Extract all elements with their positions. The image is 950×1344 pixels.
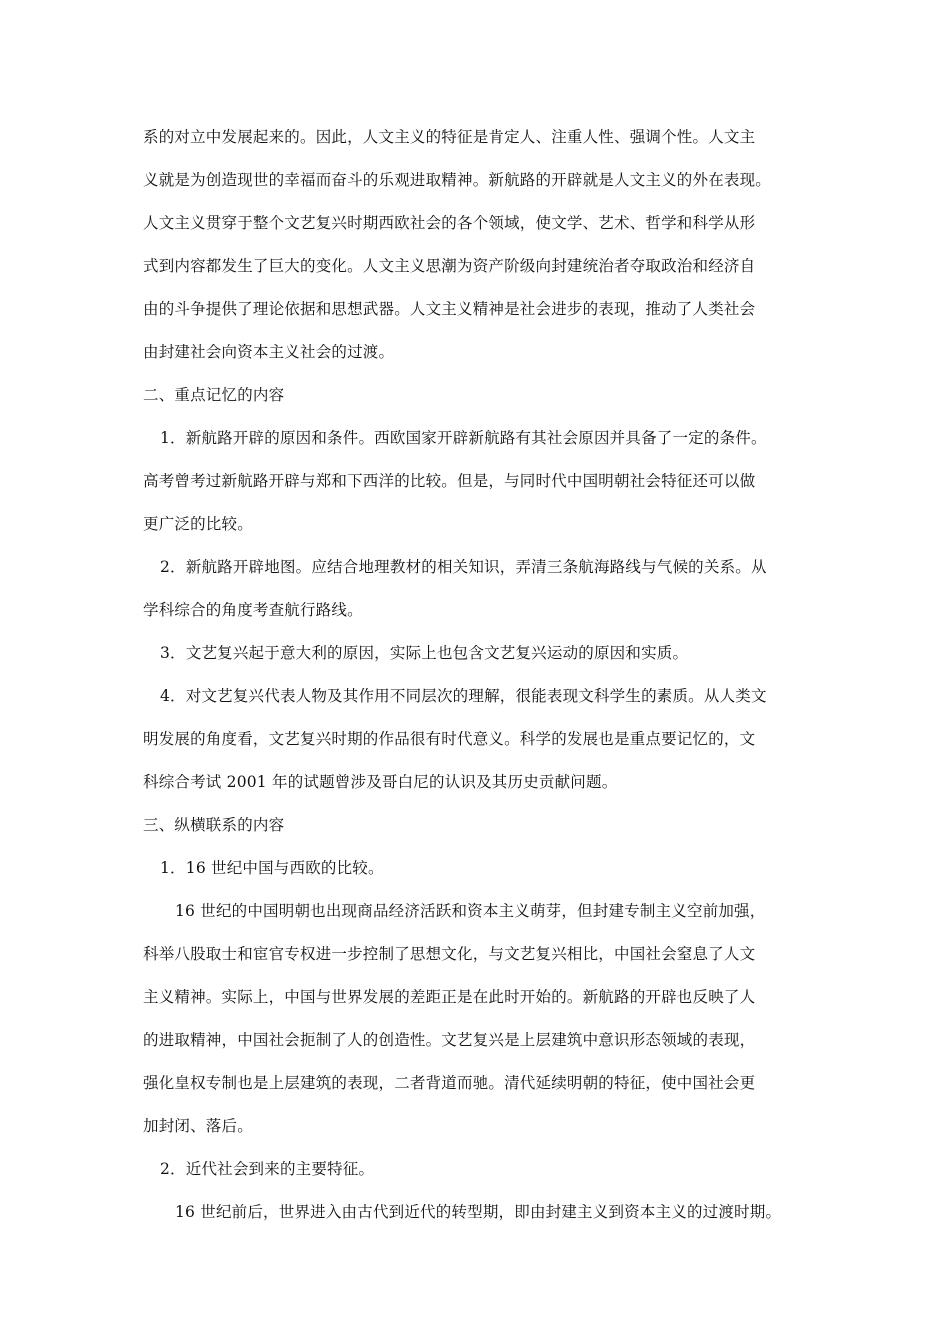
text-line: 更广泛的比较。 (143, 515, 253, 533)
text-line: 人文主义贯穿于整个文艺复兴时期西欧社会的各个领域，使文学、艺术、哲学和科学从形 (143, 214, 756, 232)
text-line: 科综合考试 2001 年的试题曾涉及哥白尼的认识及其历史贡献问题。 (143, 773, 618, 791)
list-item-line: 2．新航路开辟地图。应结合地理教材的相关知识，弄清三条航海路线与气候的关系。从 (160, 558, 767, 576)
text-line: 学科综合的角度考查航行路线。 (143, 601, 363, 619)
text-line: 由封建社会向资本主义社会的过渡。 (143, 343, 395, 361)
text-line: 明发展的角度看，文艺复兴时期的作品很有时代意义。科学的发展也是重点要记忆的，文 (143, 730, 756, 748)
text-line: 系的对立中发展起来的。因此，人文主义的特征是肯定人、注重人性、强调个性。人文主 (143, 128, 756, 146)
text-line: 强化皇权专制也是上层建筑的表现，二者背道而驰。清代延续明朝的特征，使中国社会更 (143, 1074, 756, 1092)
section-heading: 二、重点记忆的内容 (143, 386, 285, 404)
text-line: 义就是为创造现世的幸福而奋斗的乐观进取精神。新航路的开辟就是人文主义的外在表现。 (143, 171, 772, 189)
text-line: 的进取精神，中国社会扼制了人的创造性。文艺复兴是上层建筑中意识形态领域的表现， (143, 1031, 756, 1049)
list-item-line: 1．16 世纪中国与西欧的比较。 (160, 859, 384, 877)
paragraph-first-line: 16 世纪的中国明朝也出现商品经济活跃和资本主义萌芽，但封建专制主义空前加强， (175, 902, 766, 920)
text-line: 主义精神。实际上，中国与世界发展的差距正是在此时开始的。新航路的开辟也反映了人 (143, 988, 756, 1006)
text-line: 科举八股取士和宦官专权进一步控制了思想文化，与文艺复兴相比，中国社会窒息了人文 (143, 945, 756, 963)
paragraph-first-line: 16 世纪前后，世界进入由古代到近代的转型期，即由封建主义到资本主义的过渡时期。 (175, 1203, 782, 1221)
section-heading: 三、纵横联系的内容 (143, 816, 285, 834)
text-line: 式到内容都发生了巨大的变化。人文主义思潮为资产阶级向封建统治者夺取政治和经济自 (143, 257, 756, 275)
list-item-line: 2．近代社会到来的主要特征。 (160, 1160, 375, 1178)
text-line: 高考曾考过新航路开辟与郑和下西洋的比较。但是，与同时代中国明朝社会特征还可以做 (143, 472, 756, 490)
text-line: 由的斗争提供了理论依据和思想武器。人文主义精神是社会进步的表现，推动了人类社会 (143, 300, 756, 318)
list-item-line: 1．新航路开辟的原因和条件。西欧国家开辟新航路有其社会原因并具备了一定的条件。 (160, 429, 767, 447)
text-line: 加封闭、落后。 (143, 1117, 253, 1135)
list-item-line: 3．文艺复兴起于意大利的原因，实际上也包含文艺复兴运动的原因和实质。 (160, 644, 689, 662)
list-item-line: 4．对文艺复兴代表人物及其作用不同层次的理解，很能表现文科学生的素质。从人类文 (160, 687, 767, 705)
